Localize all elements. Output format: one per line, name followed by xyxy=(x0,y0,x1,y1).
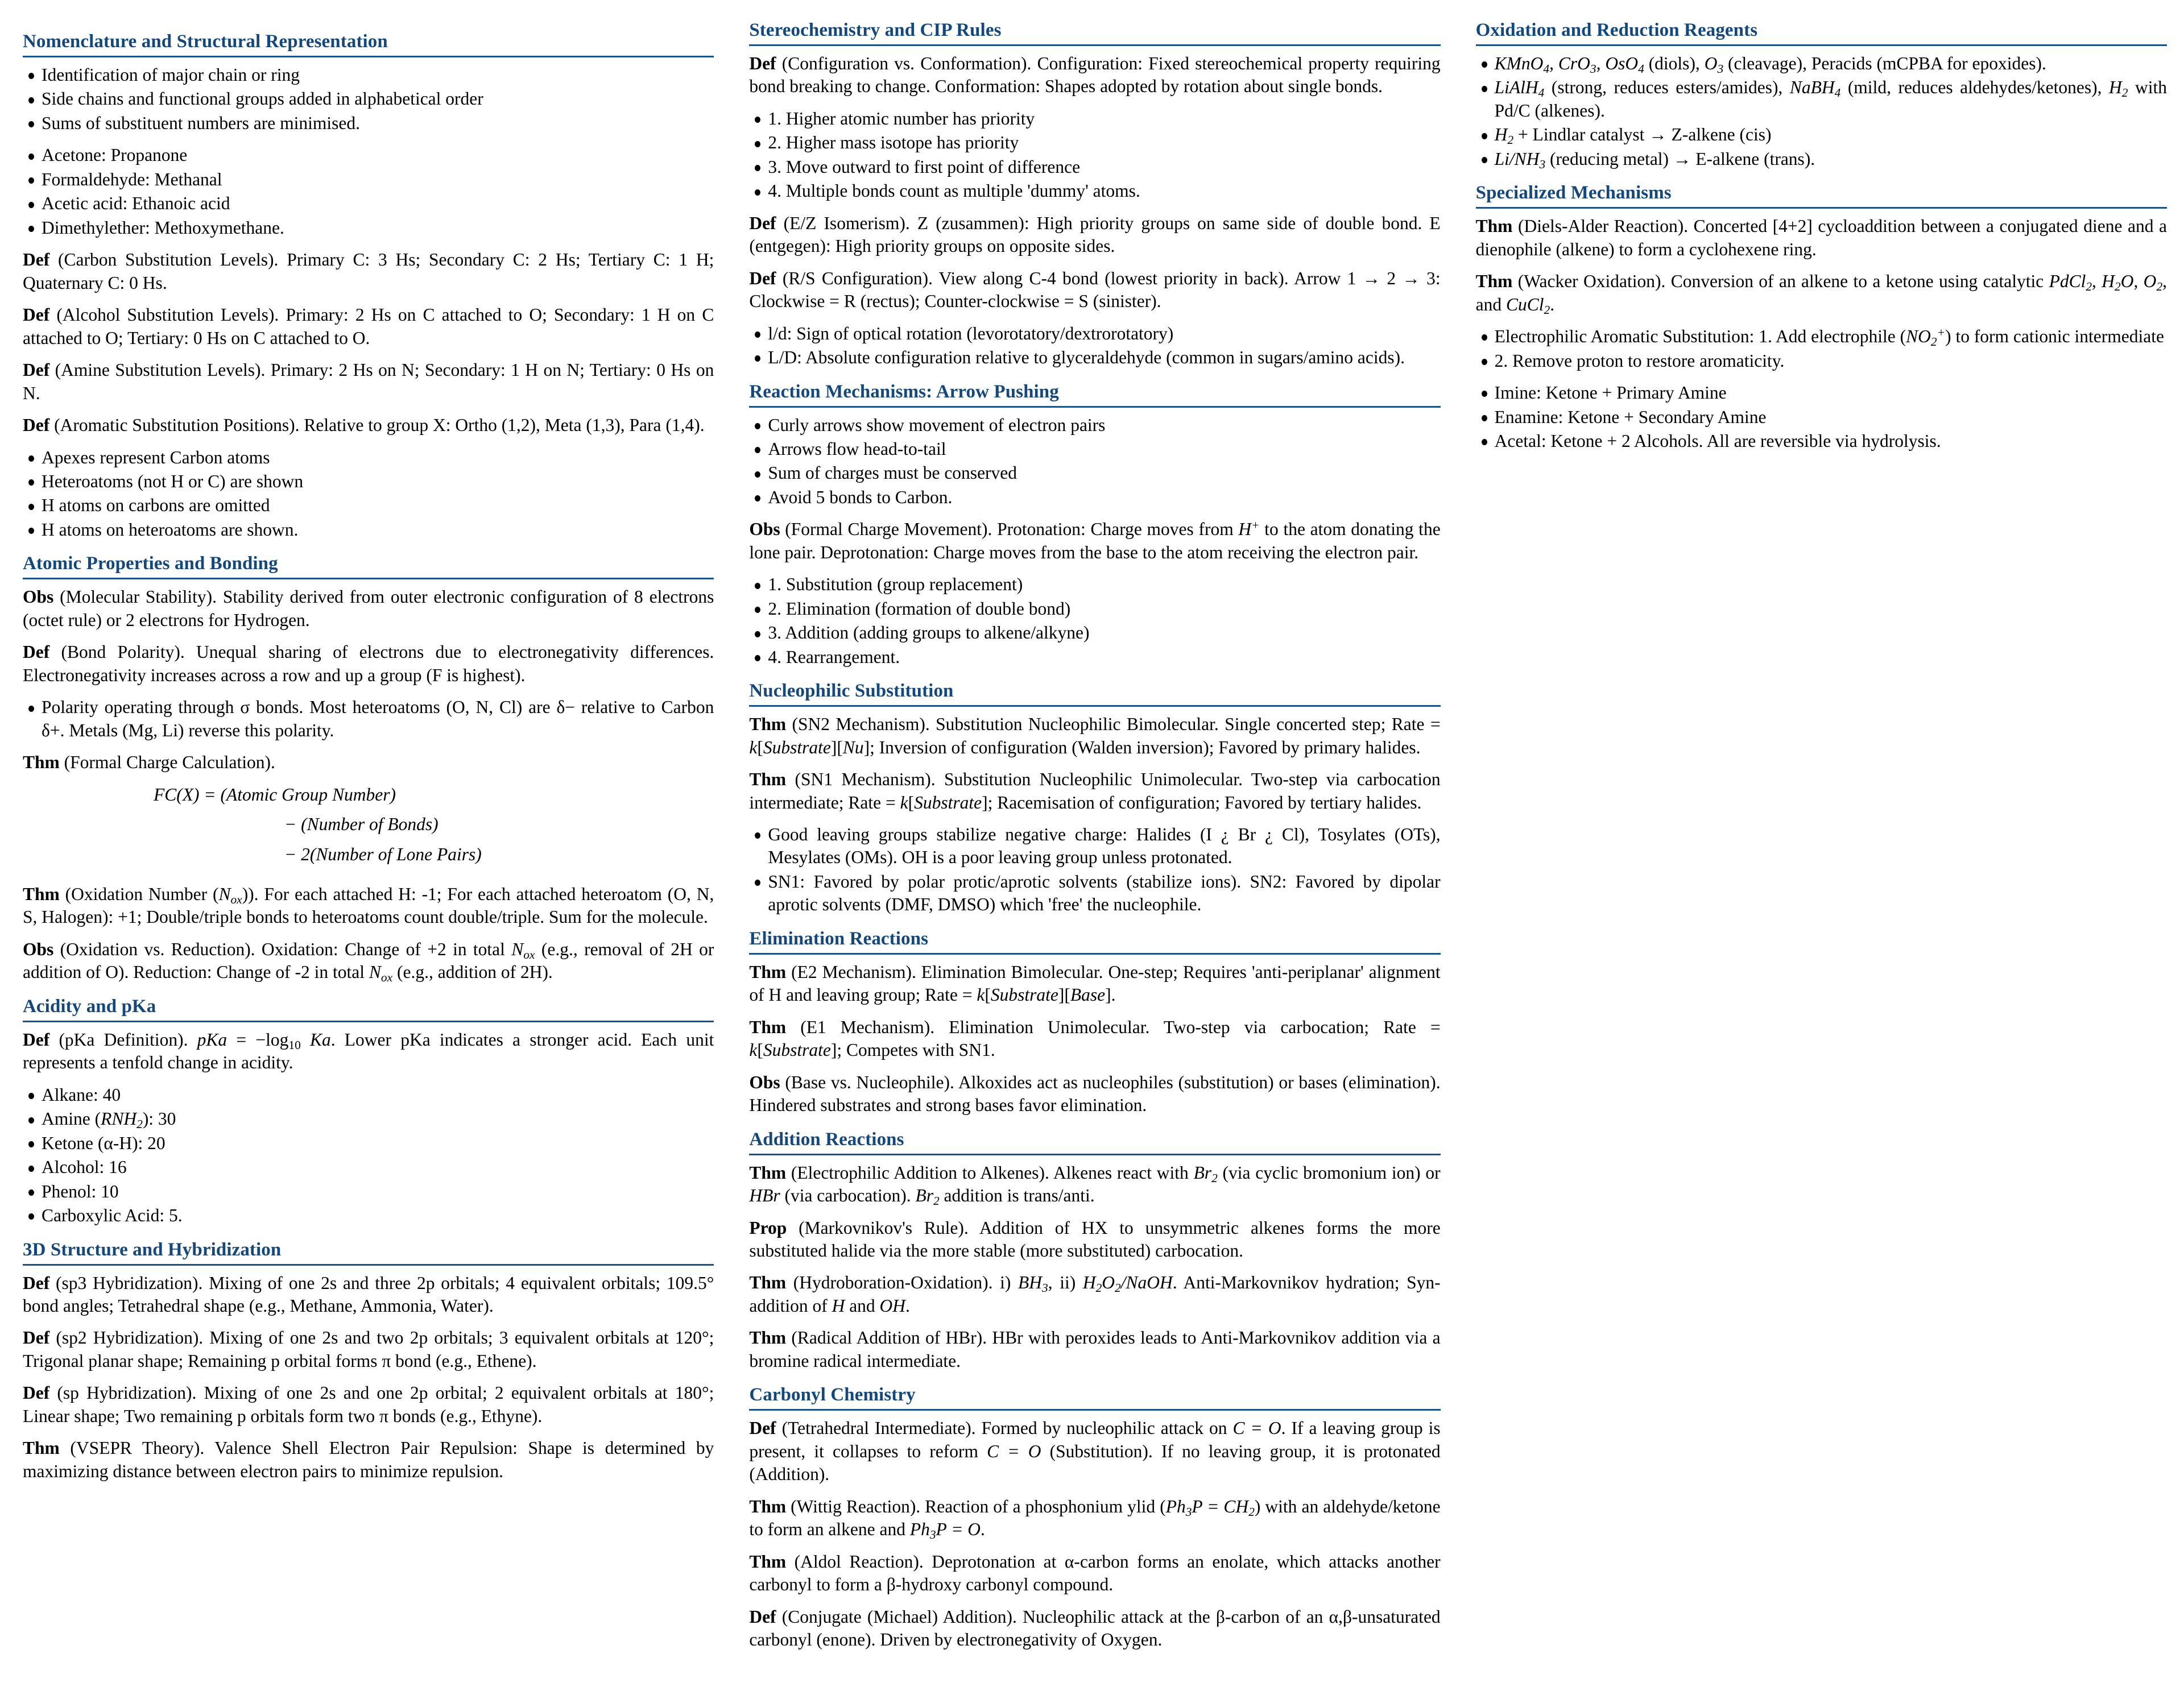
entry-name: (Bond Polarity). xyxy=(61,642,185,662)
arrow-pushing-rules-list xyxy=(749,414,1440,509)
equation-line: − (Number of Bonds) xyxy=(284,814,439,835)
section-rule xyxy=(749,953,1440,955)
thm-e2 xyxy=(749,961,1440,1007)
thm-hydroboration-oxidation xyxy=(749,1271,1440,1317)
list-item: Curly arrows show movement of electron pairs xyxy=(749,414,1440,437)
entry-body: Elimination Unimolecular. Two-step via carbocation; Rate = k[Substrate]; Competes with SN1. xyxy=(749,1017,1441,1060)
section-title-carbonyl: Carbonyl Chemistry xyxy=(749,1385,916,1406)
entry-body: Configuration: Fixed stereochemical property requiring bond breaking to change. Conformation: Shapes adopted by rotation about single bonds. xyxy=(749,53,1441,97)
redox-reagents-list xyxy=(1476,52,2167,171)
entry-kind: Prop xyxy=(749,1217,787,1238)
entry-body: Conversion of an alkene to a ketone using catalytic PdCl$_2$, $H_2O$, $O_2$, and CuCl$_2$. xyxy=(1475,271,2168,317)
entry-name: (R/S Configuration). xyxy=(782,268,933,288)
section-rule xyxy=(23,56,714,57)
obs-formal-charge-movement xyxy=(749,518,1440,564)
entry-name: (E2 Mechanism). xyxy=(791,961,916,982)
entry-body: Protonation: Charge moves from H+ to the atom donating the lone pair. Deprotonation: Charge moves from the base to the atom receiving the electron pair. xyxy=(749,519,1441,562)
entry-name: (Conjugate (Michael) Addition). xyxy=(781,1606,1017,1627)
section-rule xyxy=(23,1264,714,1266)
section-atomic-properties xyxy=(23,553,714,984)
entry-name: (Tetrahedral Intermediate). xyxy=(781,1418,976,1439)
section-nomenclature xyxy=(23,31,714,541)
entry-body: Primary: 2 Hs on N; Secondary: 1 H on N; Tertiary: 0 Hs on N. xyxy=(23,360,714,403)
entry-body: pKa = $-\log_{10}$ Ka. Lower pKa indicates a stronger acid. Each unit represents a tenfold change in acidity. xyxy=(23,1029,714,1073)
entry-kind: Thm xyxy=(749,1017,787,1037)
entry-kind: Def xyxy=(23,642,50,662)
list-item: $Li/NH_3$ (reducing metal) → E-alkene (trans). xyxy=(1476,148,2167,171)
list-item: Good leaving groups stabilize negative charge: Halides (I ¿ Br ¿ Cl), Tosylates (OTs), Mesylates (OMs). OH is a poor leaving group unless protonated. xyxy=(749,823,1440,869)
entry-body: Z (zusammen): High priority groups on same side of double bond. E (entgegen): High priority groups on opposite sides. xyxy=(749,213,1441,256)
list-item: Formaldehyde: Methanal xyxy=(23,168,714,191)
entry-body: Oxidation: Change of +2 in total $N_{ox}$ (e.g., removal of 2H or addition of O). Reduction: Change of -2 in total $N_{ox}$ (e.g., addition of 2H). xyxy=(23,939,714,985)
eas-steps-list xyxy=(1476,325,2167,372)
optical-rotation-list xyxy=(749,322,1440,370)
section-title-elimination: Elimination Reactions xyxy=(749,928,929,949)
entry-kind: Obs xyxy=(749,1072,780,1092)
list-item: Side chains and functional groups added in alphabetical order xyxy=(23,88,714,110)
list-item: Imine: Ketone + Primary Amine xyxy=(1476,382,2167,404)
list-item: Electrophilic Aromatic Substitution: 1. Add electrophile $(NO_2^+)$ to form cationic intermediate xyxy=(1476,325,2167,348)
def-aromatic-positions xyxy=(23,414,714,437)
entry-kind: Obs xyxy=(23,587,54,607)
entry-body: Alkenes react with $Br_2$ (via cyclic bromonium ion) or HBr (via carbocation). $Br_2$ addition is trans/anti. xyxy=(749,1162,1441,1208)
section-title-redox-reagents: Oxidation and Reduction Reagents xyxy=(1475,20,1758,40)
skeletal-structure-list xyxy=(23,446,714,542)
list-item: Dimethylether: Methoxymethane. xyxy=(23,217,714,239)
list-item: Enamine: Ketone + Secondary Amine xyxy=(1476,406,2167,429)
section-rule xyxy=(749,705,1440,707)
list-item: $H_2$ + Lindlar catalyst → Z-alkene (cis) xyxy=(1476,123,2167,146)
def-configuration-conformation xyxy=(749,52,1440,98)
entry-kind: Thm xyxy=(1475,216,1513,237)
entry-body: Elimination Bimolecular. One-step; Requires 'anti-periplanar' alignment of H and leaving group; Rate = k[Substrate][Base]. xyxy=(749,961,1441,1005)
entry-body: Reaction of a phosphonium ylid $(Ph_3P = CH_2)$ with an aldehyde/ketone to form an alkene and $Ph_3P = O$. xyxy=(749,1496,1441,1542)
entry-body: Concerted [4+2] cycloaddition between a conjugated diene and a dienophile (alkene) to form a cyclohexene ring. xyxy=(1475,216,2167,259)
entry-kind: Obs xyxy=(749,519,780,540)
obs-oxidation-reduction xyxy=(23,938,714,984)
common-names-list xyxy=(23,144,714,239)
section-rule xyxy=(23,1021,714,1022)
entry-body: Mixing of one 2s and one 2p orbital; 2 equivalent orbitals at 180°; Linear shape; Two remaining p orbitals form two π bonds (e.g., Ethyne). xyxy=(23,1383,714,1426)
entry-body: i) $BH_3$, ii) $H_2O_2$/NaOH. Anti-Markovnikov hydration; Syn-addition of H and OH. xyxy=(749,1272,1441,1316)
def-amine-substitution xyxy=(23,359,714,405)
thm-aldol xyxy=(749,1551,1440,1597)
equation-line: FC(X) = (Atomic Group Number) xyxy=(154,784,396,805)
entry-kind: Def xyxy=(749,1606,776,1627)
thm-diels-alder xyxy=(1476,215,2167,261)
equation-line: − 2(Number of Lone Pairs) xyxy=(284,844,482,864)
list-item: 1. Higher atomic number has priority xyxy=(749,107,1440,130)
thm-sn1 xyxy=(749,768,1440,814)
entry-name: (Configuration vs. Conformation). xyxy=(781,53,1032,73)
entry-name: (Diels-Alder Reaction). xyxy=(1518,216,1689,237)
entry-name: (Amine Substitution Levels). xyxy=(55,360,266,380)
entry-name: (sp Hybridization). xyxy=(57,1383,197,1403)
section-title-nomenclature: Nomenclature and Structural Representation xyxy=(23,31,388,52)
list-item: 4. Multiple bonds count as multiple 'dummy' atoms. xyxy=(749,180,1440,202)
entry-kind: Def xyxy=(749,1418,776,1439)
formal-charge-equation xyxy=(23,784,714,866)
list-item: 4. Rearrangement. xyxy=(749,646,1440,669)
section-acidity xyxy=(23,996,714,1228)
list-item: Sums of substituent numbers are minimised. xyxy=(23,112,714,135)
entry-body: Valence Shell Electron Pair Repulsion: Shape is determined by maximizing distance between electron pairs to minimize repulsion. xyxy=(23,1438,714,1481)
entry-name: (Aromatic Substitution Positions). xyxy=(54,415,300,436)
nomenclature-rules-list xyxy=(23,64,714,135)
entry-body: Mixing of one 2s and three 2p orbitals; 4 equivalent orbitals; 109.5° bond angles; Tetrahedral shape (e.g., Methane, Ammonia, Water). xyxy=(23,1272,714,1316)
list-item: 3. Move outward to first point of difference xyxy=(749,156,1440,179)
entry-body: Deprotonation at α-carbon forms an enolate, which attacks another carbonyl to form a β-hydroxy carbonyl compound. xyxy=(749,1551,1441,1595)
entry-body: Unequal sharing of electrons due to electronegativity differences. Electronegativity increases across a row and up a group (F is highest). xyxy=(23,642,714,685)
list-item: Alkane: 40 xyxy=(23,1084,714,1106)
def-pka xyxy=(23,1029,714,1075)
entry-kind: Def xyxy=(749,268,776,288)
entry-body: Addition of HX to unsymmetric alkenes forms the more substituted halide via the more stable (more substituted) carbocation. xyxy=(749,1217,1441,1261)
def-ez-isomerism xyxy=(749,212,1440,258)
obs-base-vs-nucleophile xyxy=(749,1071,1440,1117)
list-item: L/D: Absolute configuration relative to glyceraldehyde (common in sugars/amino acids). xyxy=(749,346,1440,369)
thm-formal-charge xyxy=(23,751,714,774)
entry-kind: Def xyxy=(749,213,776,233)
entry-kind: Def xyxy=(23,250,50,270)
entry-name: (Radical Addition of HBr). xyxy=(791,1328,987,1348)
section-rule xyxy=(749,406,1440,408)
section-specialized-mechanisms xyxy=(1476,182,2167,453)
entry-name: (Formal Charge Movement). xyxy=(785,519,992,540)
entry-name: (Oxidation vs. Reduction). xyxy=(60,939,255,959)
def-rs-configuration xyxy=(749,267,1440,313)
entry-kind: Def xyxy=(23,360,50,380)
section-title-hybridization: 3D Structure and Hybridization xyxy=(23,1239,282,1260)
list-item: LiAlH$_4$ (strong, reduces esters/amides), NaBH$_4$ (mild, reduces aldehydes/ketones), $H_2$ with Pd/C (alkenes). xyxy=(1476,76,2167,122)
list-item: Ketone (α-H): 20 xyxy=(23,1132,714,1155)
list-item: 3. Addition (adding groups to alkene/alkyne) xyxy=(749,621,1440,644)
entry-name: (Alcohol Substitution Levels). xyxy=(56,305,279,325)
list-item: 2. Elimination (formation of double bond) xyxy=(749,598,1440,620)
entry-kind: Thm xyxy=(749,1496,787,1516)
def-sp3 xyxy=(23,1272,714,1318)
entry-kind: Def xyxy=(23,1029,50,1050)
section-redox-reagents xyxy=(1476,19,2167,171)
thm-sn2 xyxy=(749,713,1440,759)
entry-name: (Formal Charge Calculation). xyxy=(64,752,275,773)
entry-name: (Aldol Reaction). xyxy=(794,1551,924,1572)
thm-wacker-oxidation xyxy=(1476,270,2167,316)
entry-body: Mixing of one 2s and two 2p orbitals; 3 equivalent orbitals at 120°; Trigonal planar shape; Remaining p orbital forms π bond (e.g., Ethene). xyxy=(23,1328,714,1371)
entry-body: For each attached H: -1; For each attached heteroatom (O, N, S, Halogen): +1; Double/triple bonds to heteroatoms count double/triple. Sum for the molecule. xyxy=(23,884,714,927)
entry-body: Substitution Nucleophilic Unimolecular. Two-step via carbocation intermediate; Rate = k[Substrate]; Racemisation of configuration; Favored by tertiary halides. xyxy=(749,769,1441,813)
section-carbonyl xyxy=(749,1384,1440,1651)
entry-name: (Molecular Stability). xyxy=(60,587,217,607)
entry-name: (VSEPR Theory). xyxy=(70,1438,205,1458)
entry-kind: Thm xyxy=(749,1272,787,1293)
thm-electrophilic-addition xyxy=(749,1162,1440,1208)
entry-name: (Oxidation Number $(N_{ox})$). xyxy=(65,884,259,906)
def-tetrahedral-intermediate xyxy=(749,1417,1440,1486)
def-alcohol-substitution xyxy=(23,304,714,350)
list-item: Acetic acid: Ethanoic acid xyxy=(23,192,714,215)
def-michael-addition xyxy=(749,1606,1440,1652)
list-item: Sum of charges must be conserved xyxy=(749,462,1440,484)
entry-body: Alkoxides act as nucleophiles (substitution) or bases (elimination). Hindered substrates and strong bases favor elimination. xyxy=(749,1072,1441,1116)
entry-body: Primary: 2 Hs on C attached to O; Secondary: 1 H on C attached to O; Tertiary: 0 Hs on C attached to O. xyxy=(23,305,714,348)
entry-kind: Def xyxy=(23,1272,50,1293)
reaction-types-list xyxy=(749,573,1440,669)
cip-rules-list xyxy=(749,107,1440,203)
entry-name: (Wacker Oxidation). xyxy=(1517,271,1666,292)
thm-oxidation-number xyxy=(23,883,714,929)
entry-body: HBr with peroxides leads to Anti-Markovnikov addition via a bromine radical intermediate. xyxy=(749,1328,1441,1371)
list-item: Identification of major chain or ring xyxy=(23,64,714,86)
entry-kind: Def xyxy=(23,305,50,325)
list-item: Alcohol: 16 xyxy=(23,1156,714,1179)
section-rule xyxy=(749,44,1440,46)
entry-body: Relative to group X: Ortho (1,2), Meta (1,3), Para (1,4). xyxy=(304,415,705,436)
list-item: 1. Substitution (group replacement) xyxy=(749,573,1440,596)
section-title-arrow-pushing: Reaction Mechanisms: Arrow Pushing xyxy=(749,381,1059,402)
list-item: SN1: Favored by polar protic/aprotic solvents (stabilize ions). SN2: Favored by dipolar aprotic solvents (DMF, DMSO) which 'free' the nucleophile. xyxy=(749,871,1440,917)
entry-name: (SN2 Mechanism). xyxy=(792,714,930,735)
entry-body: View along C-4 bond (lowest priority in back). Arrow 1 → 2 → 3: Clockwise = R (rectus); Counter-clockwise = S (sinister). xyxy=(749,268,1441,312)
entry-name: (pKa Definition). xyxy=(59,1029,188,1050)
entry-kind: Thm xyxy=(749,769,787,790)
section-rule xyxy=(23,578,714,579)
section-title-specialized-mechanisms: Specialized Mechanisms xyxy=(1475,183,1672,204)
entry-kind: Thm xyxy=(23,884,60,904)
list-item: Avoid 5 bonds to Carbon. xyxy=(749,486,1440,509)
def-carbon-substitution xyxy=(23,248,714,295)
list-item: Arrows flow head-to-tail xyxy=(749,438,1440,461)
polarity-notes-list xyxy=(23,696,714,742)
entry-name: (Carbon Substitution Levels). xyxy=(58,250,279,270)
list-item: Acetone: Propanone xyxy=(23,144,714,167)
list-item: Heteroatoms (not H or C) are shown xyxy=(23,470,714,493)
entry-body: Nucleophilic attack at the β-carbon of an α,β-unsaturated carbonyl (enone). Driven by electronegativity of Oxygen. xyxy=(749,1606,1441,1649)
entry-body: Stability derived from outer electronic configuration of 8 electrons (octet rule) or 2 electrons for Hydrogen. xyxy=(23,587,714,630)
entry-body: Substitution Nucleophilic Bimolecular. Single concerted step; Rate = k[Substrate][Nu]; Inversion of configuration (Walden inversion); Favored by primary halides. xyxy=(749,714,1441,757)
thm-vsepr xyxy=(23,1437,714,1483)
entry-kind: Def xyxy=(23,415,50,436)
carbonyl-derivatives-list xyxy=(1476,382,2167,453)
def-sp2 xyxy=(23,1327,714,1373)
list-item: H atoms on carbons are omitted xyxy=(23,494,714,517)
section-title-stereochemistry: Stereochemistry and CIP Rules xyxy=(749,20,1002,40)
thm-radical-addition-hbr xyxy=(749,1327,1440,1373)
section-nucleophilic-substitution xyxy=(749,680,1440,917)
entry-name: (sp2 Hybridization). xyxy=(56,1328,204,1348)
entry-name: (sp3 Hybridization). xyxy=(56,1272,203,1293)
list-item: 2. Higher mass isotope has priority xyxy=(749,131,1440,154)
entry-kind: Thm xyxy=(749,1551,787,1572)
obs-molecular-stability xyxy=(23,586,714,632)
entry-kind: Obs xyxy=(23,939,54,959)
list-item: H atoms on heteroatoms are shown. xyxy=(23,519,714,541)
section-title-acidity: Acidity and pKa xyxy=(23,996,156,1017)
thm-e1 xyxy=(749,1016,1440,1062)
pka-values-list xyxy=(23,1084,714,1228)
entry-name: (SN1 Mechanism). xyxy=(795,769,936,790)
entry-kind: Thm xyxy=(749,961,787,982)
section-stereochemistry xyxy=(749,19,1440,370)
entry-kind: Def xyxy=(23,1383,50,1403)
list-item: Amine $(RNH_2)$: 30 xyxy=(23,1108,714,1130)
section-rule xyxy=(749,1154,1440,1155)
section-hybridization xyxy=(23,1239,714,1483)
list-item: Acetal: Ketone + 2 Alcohols. All are reversible via hydrolysis. xyxy=(1476,430,2167,453)
section-elimination xyxy=(749,928,1440,1117)
section-rule xyxy=(1476,44,2167,46)
section-arrow-pushing xyxy=(749,381,1440,669)
def-sp xyxy=(23,1382,714,1428)
list-item: Carboxylic Acid: 5. xyxy=(23,1204,714,1227)
section-addition xyxy=(749,1129,1440,1373)
entry-name: (Markovnikov's Rule). xyxy=(799,1217,969,1238)
section-title-atomic-properties: Atomic Properties and Bonding xyxy=(23,553,278,574)
substitution-notes-list xyxy=(749,823,1440,917)
def-bond-polarity xyxy=(23,641,714,687)
entry-kind: Thm xyxy=(1475,271,1513,292)
list-item: 2. Remove proton to restore aromaticity. xyxy=(1476,350,2167,372)
entry-kind: Def xyxy=(749,53,776,73)
entry-kind: Thm xyxy=(749,1162,787,1183)
section-title-addition: Addition Reactions xyxy=(749,1129,904,1150)
entry-name: (E/Z Isomerism). xyxy=(783,213,910,233)
list-item: Polarity operating through σ bonds. Most heteroatoms (O, N, Cl) are δ− relative to Carbon δ+. Metals (Mg, Li) reverse this polarity. xyxy=(23,696,714,742)
entry-kind: Thm xyxy=(749,1328,787,1348)
section-rule xyxy=(749,1409,1440,1411)
list-item: Apexes represent Carbon atoms xyxy=(23,446,714,469)
entry-kind: Def xyxy=(23,1328,50,1348)
section-rule xyxy=(1476,207,2167,209)
prop-markovnikov xyxy=(749,1217,1440,1263)
list-item: l/d: Sign of optical rotation (levorotatory/dextrorotatory) xyxy=(749,322,1440,345)
entry-body: Primary C: 3 Hs; Secondary C: 2 Hs; Tertiary C: 1 H; Quaternary C: 0 Hs. xyxy=(23,250,714,293)
entry-name: (E1 Mechanism). xyxy=(800,1017,935,1037)
entry-name: (Base vs. Nucleophile). xyxy=(785,1072,954,1092)
entry-kind: Thm xyxy=(23,1438,60,1458)
list-item: KMnO$_4$, CrO$_3$, OsO$_4$ (diols), $O_3$ (cleavage), Peracids (mCPBA for epoxides). xyxy=(1476,52,2167,75)
entry-kind: Thm xyxy=(23,752,60,773)
entry-name: (Wittig Reaction). xyxy=(791,1496,921,1516)
entry-body: Formed by nucleophilic attack on C = O. If a leaving group is present, it collapses to reform C = O (Substitution). If no leaving group, it is protonated (Addition). xyxy=(749,1418,1441,1485)
list-item: Phenol: 10 xyxy=(23,1180,714,1203)
thm-wittig xyxy=(749,1495,1440,1541)
entry-name: (Electrophilic Addition to Alkenes). xyxy=(791,1162,1049,1183)
section-title-nucleophilic-substitution: Nucleophilic Substitution xyxy=(749,681,954,702)
entry-kind: Thm xyxy=(749,714,787,735)
entry-name: (Hydroboration-Oxidation). xyxy=(793,1272,993,1293)
